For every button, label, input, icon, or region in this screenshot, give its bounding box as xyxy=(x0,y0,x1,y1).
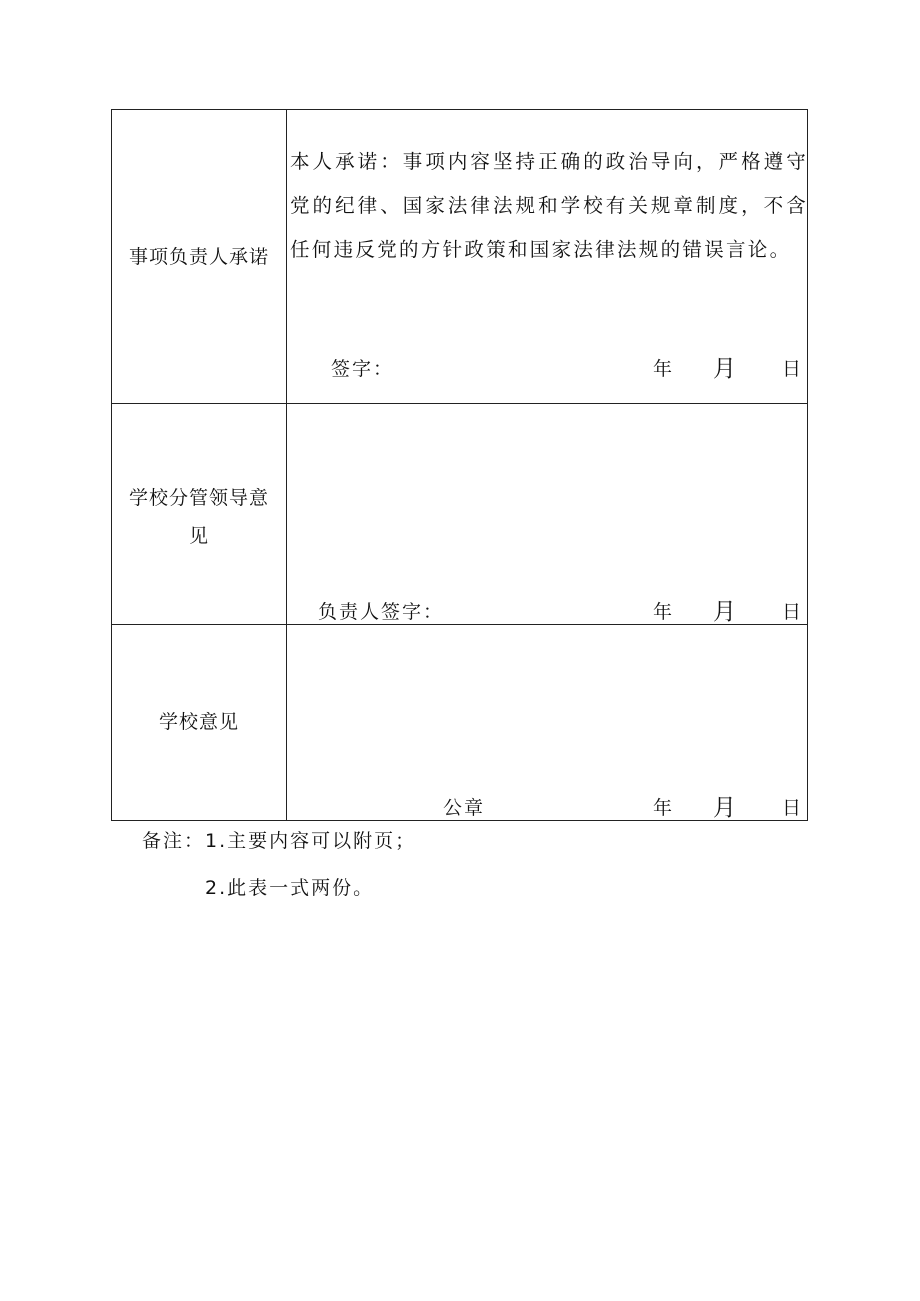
row-label-pledge xyxy=(112,110,286,403)
signature-label: 签字： xyxy=(331,358,395,380)
date-year-label: 年 xyxy=(653,601,673,623)
approval-form-table xyxy=(111,109,808,821)
remarks-line-2: 2.此表一式两份。 xyxy=(205,877,375,899)
school-opinion-content-cell xyxy=(287,625,807,820)
row-label-school-opinion xyxy=(112,625,286,820)
date-day-label: 日 xyxy=(782,797,802,819)
row-label-text: 学校意见 xyxy=(158,710,239,733)
leader-opinion-content-cell xyxy=(287,404,807,624)
date-year-label: 年 xyxy=(653,797,673,819)
row-label-text: 事项负责人承诺 xyxy=(128,245,269,268)
date-day-label: 日 xyxy=(782,358,802,380)
form-row-pledge xyxy=(112,110,807,404)
remarks-line-1: 备注：1.主要内容可以附页； xyxy=(142,830,417,852)
date-year-label: 年 xyxy=(653,358,673,380)
responsible-signature-label: 负责人签字： xyxy=(318,601,445,623)
row-label-leader-opinion xyxy=(112,404,286,624)
date-month-label: 月 xyxy=(713,356,736,382)
row-label-line-2: 见 xyxy=(188,525,209,547)
date-day-label: 日 xyxy=(782,601,802,623)
pledge-content-cell xyxy=(287,110,807,403)
official-seal-label: 公章 xyxy=(443,797,486,819)
date-month-label: 月 xyxy=(713,599,736,625)
form-row-leader-opinion xyxy=(112,404,807,625)
form-row-school-opinion xyxy=(112,625,807,820)
date-month-label: 月 xyxy=(713,795,736,821)
row-label-line-1: 学校分管领导意 xyxy=(128,487,269,509)
pledge-text: 本人承诺：事项内容坚持正确的政治导向，严格遵守党的纪律、国家法律法规和学校有关规章制度，不含任何违反党的方针政策和国家法律法规的错误言论。 xyxy=(290,150,808,261)
